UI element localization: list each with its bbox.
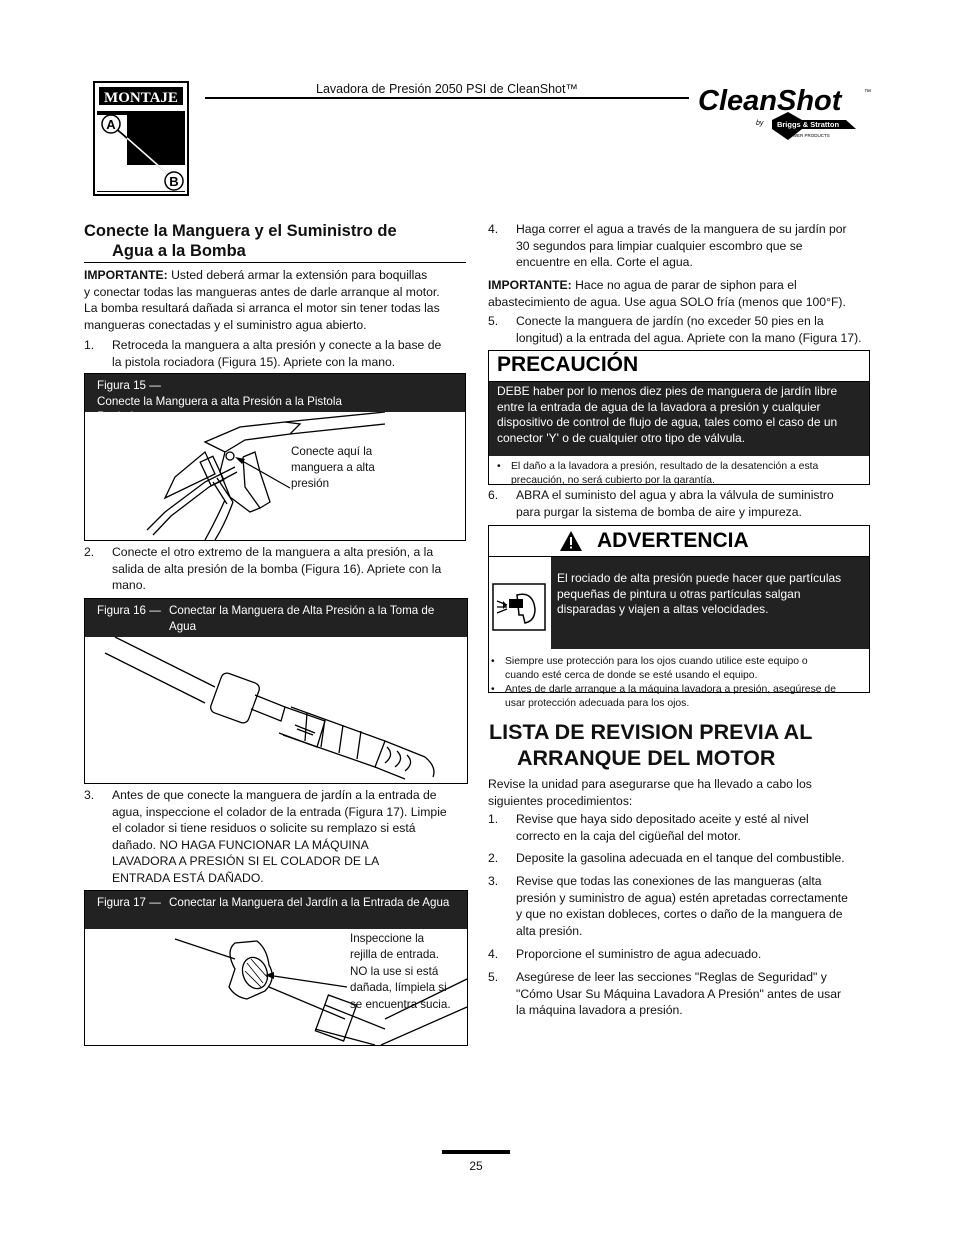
warning-header — [489, 526, 869, 557]
figure-15-callout: Conecte aquí la manguera a alta presión — [291, 445, 375, 490]
check-item: 1. Revise que haya sido depositado aceite y esté al nivel correcto en la caja del cigüeñal del motor. — [488, 812, 809, 843]
figure-16-caption: Figura 16 — Conectar la Manguera de Alta Presión a la Toma de Agua — [85, 599, 467, 637]
figure-17-callout: Inspeccione la rejilla de entrada. NO la use si está dañada, límpiela si se encuentra sucia. — [350, 932, 451, 1011]
montaje-badge — [93, 81, 189, 196]
svg-text:by: by — [756, 120, 764, 127]
check-item: 3. Revise que todas las conexiones de las mangueras (alta presión y suministro de agua) estén apretadas correctamente y que no existan dobleces, cortes o daño de la manguera de alta presión. — [488, 874, 848, 938]
eye-protection-icon — [489, 557, 551, 649]
badge-label: MONTAJE — [97, 85, 185, 107]
caution-box — [488, 350, 870, 485]
warning-panel — [489, 557, 869, 649]
badge-a: A — [106, 117, 116, 132]
cleanshot-logo-icon — [690, 82, 880, 154]
caution-text: DEBE haber por lo menos diez pies de manguera de jardín libre entre la entrada de agua de la lavadora a presión y cualquier dispositivo de control de flujo de agua, tales como el caso de un conector 'Y' o de cualquier otro tipo de válvula. — [489, 382, 869, 456]
step-3: 3. Antes de que conecte la manguera de jardín a la entrada de agua, inspeccione el colador de la entrada (Figura 17). Limpie el colador si tiene residuos o solicite su remplazo si está dañado. NO HAGA FUNCIONAR LA MÁQUINA LAVADORA A PRESIÓN SI EL COLADOR DE LA ENTRADA ESTÁ DAÑADO. — [84, 788, 447, 885]
footer-rule — [442, 1150, 510, 1154]
figure-17-caption: Figura 17 — Conectar la Manguera del Jardín a la Entrada de Agua — [85, 891, 467, 929]
important-note-2: IMPORTANTE: Hace no agua de parar de siphon para el abastecimiento de agua. Use agua SOLO fría (menos que 100°F). — [488, 278, 846, 309]
assembly-ab-icon — [97, 111, 185, 191]
step-2: 2. Conecte el otro extremo de la manguera a alta presión, a la salida de alta presión de la bomba (Figura 16). Apriete con la mano. — [84, 545, 442, 593]
document-title: Lavadora de Presión 2050 PSI de CleanShot™ — [316, 82, 578, 96]
badge-b: B — [169, 174, 179, 189]
warning-bullets — [489, 649, 869, 711]
checklist-heading: LISTA DE REVISION PREVIA AL ARRANQUE DEL MOTOR — [489, 720, 813, 770]
step-5: 5. Conecte la manguera de jardín (no exceder 50 pies en la longitud) a la entrada del agua. Apriete con la mano (Figura 17). — [488, 314, 862, 345]
page-number: 25 — [469, 1159, 483, 1173]
section-heading-1: Conecte la Manguera y el Suministro de Agua a la Bomba — [84, 222, 397, 260]
svg-text:CleanShot: CleanShot — [698, 85, 842, 117]
svg-text:POWER PRODUCTS: POWER PRODUCTS — [786, 133, 830, 138]
figure-17 — [84, 890, 468, 1046]
heading-rule — [84, 262, 466, 263]
caution-bullet: • El daño a la lavadora a presión, resultado de la desatención a esta precaución, no será cubierto por la garantía. — [495, 460, 863, 488]
cleanshot-logo — [690, 82, 880, 154]
warning-text: El rociado de alta presión puede hacer que partículas pequeñas de pintura u otras partículas salgan disparadas y viajen a altas velocidades. — [557, 571, 842, 616]
caution-title: PRECAUCIÓN — [489, 351, 869, 382]
step-4: 4. Haga correr el agua a través de la manguera de su jardín por 30 segundos para limpiar cualquier escombro que se encuentre en ella. Corte el agua. — [488, 222, 847, 270]
figure-15-caption: Figura 15 —Conecte la Manguera a alta Presión a la Pistola Rociadora — [85, 374, 465, 412]
warning-title: ADVERTENCIA — [597, 529, 749, 552]
hose-fitting-illustration — [85, 637, 467, 783]
svg-text:Briggs & Stratton: Briggs & Stratton — [776, 120, 840, 129]
spray-gun-illustration — [85, 412, 465, 540]
checklist-intro: Revise la unidad para asegurarse que ha llevado a cabo los siguientes procedimientos: — [488, 777, 812, 808]
warning-bullet: • Siempre use protección para los ojos cuando utilice este equipo o cuando esté cerca de donde se esté usando el equipo. — [489, 655, 865, 683]
header-rule — [205, 97, 689, 99]
svg-text:™: ™ — [864, 89, 871, 96]
warning-bullet: • Antes de darle arranque a la máquina lavadora a presión, asegúrese de usar protección adecuada para los ojos. — [489, 683, 865, 711]
step-1: 1. Retroceda la manguera a alta presión y conecte a la base de la pistola rociadora (Figura 15). Apriete con la mano. — [84, 338, 442, 369]
check-item: 5. Asegúrese de leer las secciones "Reglas de Seguridad" y "Cómo Usar Su Máquina Lavadora A Presión" antes de usar la máquina lavadora a presión. — [488, 970, 842, 1018]
important-note-1: IMPORTANTE: Usted deberá armar la extensión para boquillas y conectar todas las mangueras antes de darle arranque al motor. La bomba resultará dañada si arranca el motor sin tener todas las mangueras conectadas y el suministro agua abierto. — [84, 268, 440, 332]
warning-box — [488, 525, 870, 709]
step-6: 6. ABRA el suministo del agua y abra la válvula de suministro para purgar la sistema de bomba de aire y impureza. — [488, 488, 834, 519]
figure-16 — [84, 598, 468, 784]
figure-15 — [84, 373, 466, 541]
warning-triangle-icon — [559, 530, 583, 552]
check-item: 2. Deposite la gasolina adecuada en el tanque del combustible. — [488, 851, 845, 865]
check-item: 4. Proporcione el suministro de agua adecuado. — [488, 947, 762, 961]
